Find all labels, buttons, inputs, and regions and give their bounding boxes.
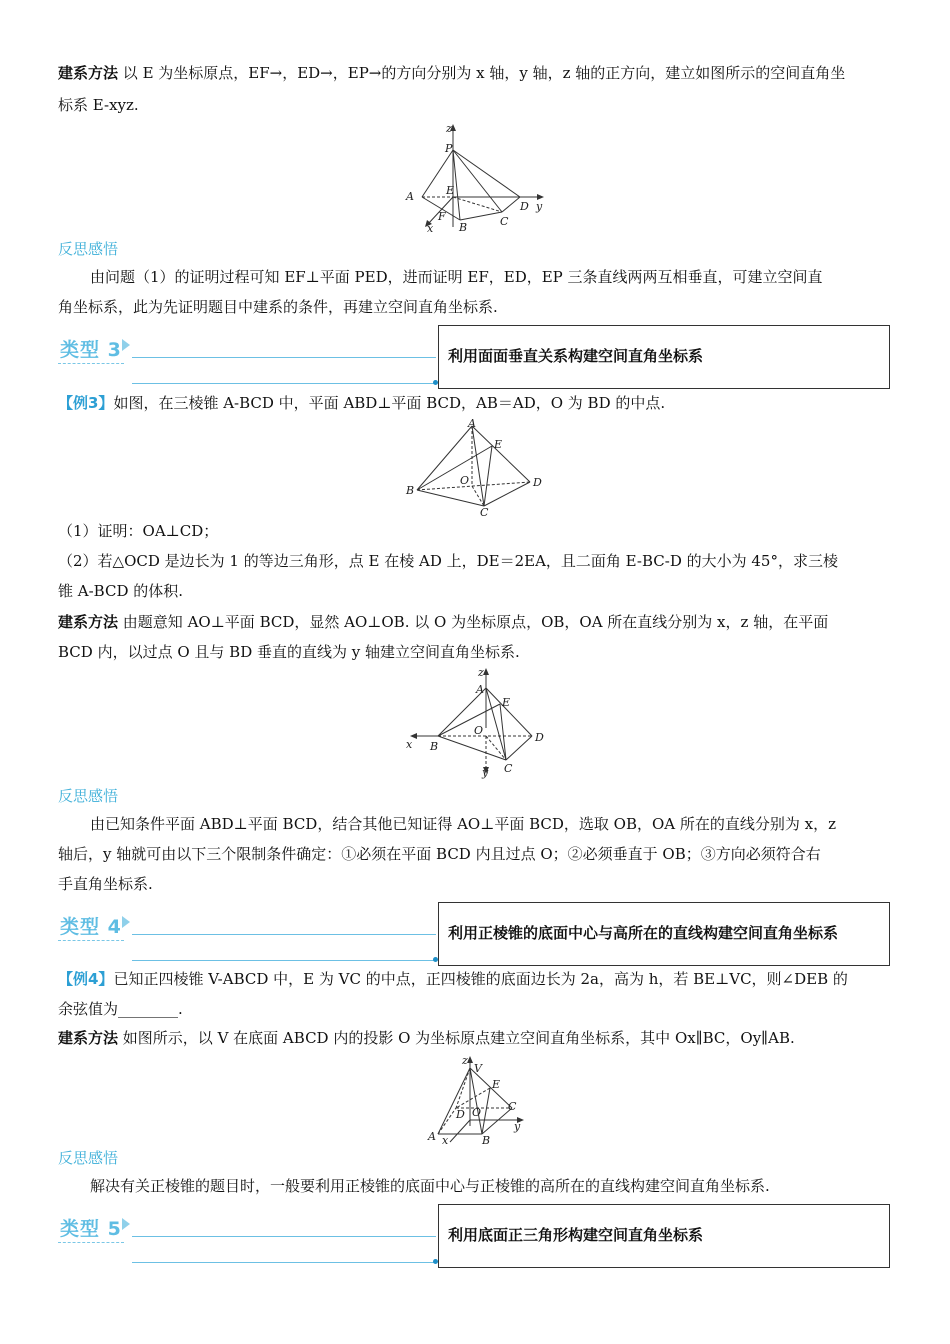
ex3-q2a: （2）若△OCD 是边长为 1 的等边三角形，点 E 在棱 AD 上，DE＝2EA，且二面角 E-BC-D 的大小为 45°，求三棱 bbox=[58, 552, 838, 570]
ex4-stem-b: 余弦值为________. bbox=[58, 1000, 183, 1018]
method-paragraph-2: 建系方法 由题意知 AO⊥平面 BCD，显然 AO⊥OB. 以 O 为坐标原点，OB，OA 所在直线分别为 x，z 轴，在平面 bbox=[58, 613, 829, 631]
label-B: B bbox=[459, 221, 468, 234]
label-O: O bbox=[460, 474, 470, 487]
label-B: B bbox=[482, 1134, 491, 1146]
label-C: C bbox=[500, 215, 509, 228]
label-E: E bbox=[502, 696, 511, 709]
label-D: D bbox=[533, 476, 542, 489]
method-label: 建系方法 bbox=[58, 613, 119, 631]
figure-pyramid-exyz bbox=[400, 122, 550, 234]
type3-label: 类型 3 bbox=[60, 339, 122, 361]
label-C: C bbox=[480, 506, 489, 518]
type5-label: 类型 5 bbox=[60, 1218, 122, 1240]
example-tag: 【例3】 bbox=[58, 394, 114, 412]
label-D: D bbox=[520, 200, 529, 213]
label-x: x bbox=[427, 222, 434, 234]
x-axis bbox=[450, 1120, 470, 1142]
type5-title: 利用底面正三角形构建空间直角坐标系 bbox=[448, 1226, 704, 1244]
reflect-text-2b: 轴后，y 轴就可由以下三个限制条件确定：①必须在平面 BCD 内且过点 O；②必须垂直于 OB；③方向必须符合右 bbox=[58, 845, 821, 863]
triangle-icon bbox=[122, 1218, 130, 1230]
label-F: F bbox=[438, 210, 446, 223]
type5-header bbox=[58, 1204, 891, 1268]
reflect-heading-1: 反思感悟 bbox=[58, 240, 119, 258]
label-D: D bbox=[456, 1108, 465, 1121]
reflect-text-3a: 解决有关正棱锥的题目时，一般要利用正棱锥的底面中心与正棱锥的高所在的直线构建空间直角坐标系. bbox=[90, 1177, 770, 1195]
label-A: A bbox=[476, 683, 484, 696]
ex4-stem: 【例4】已知正四棱锥 V-ABCD 中，E 为 VC 的中点，正四棱锥的底面边长为 2a，高为 h，若 BE⊥VC，则∠DEB 的 bbox=[58, 970, 848, 988]
label-C: C bbox=[504, 762, 513, 775]
example-tag: 【例4】 bbox=[58, 970, 114, 988]
ex3-stem: 【例3】如图，在三棱锥 A-BCD 中，平面 ABD⊥平面 BCD，AB＝AD，O 为 BD 的中点. bbox=[58, 394, 666, 412]
label-y: y bbox=[536, 200, 543, 213]
method-text-cont: 标系 E-xyz. bbox=[58, 96, 139, 114]
label-D: D bbox=[535, 731, 544, 744]
reflect-text-1a: 由问题（1）的证明过程可知 EF⊥平面 PED，进而证明 EF，ED，EP 三条直线两两互相垂直，可建立空间直 bbox=[90, 268, 823, 286]
figure-square-pyramid bbox=[420, 1056, 530, 1146]
method-label: 建系方法 bbox=[58, 1029, 119, 1047]
label-y: y bbox=[514, 1120, 521, 1133]
label-x: x bbox=[442, 1134, 449, 1146]
label-V: V bbox=[474, 1062, 482, 1075]
label-y: y bbox=[482, 766, 489, 779]
label-z: z bbox=[462, 1056, 468, 1067]
label-z: z bbox=[478, 668, 484, 679]
label-A: A bbox=[428, 1130, 436, 1143]
type4-label: 类型 4 bbox=[60, 916, 122, 938]
type3-header bbox=[58, 325, 891, 389]
type3-title: 利用面面垂直关系构建空间直角坐标系 bbox=[448, 347, 704, 365]
reflect-heading-2: 反思感悟 bbox=[58, 787, 119, 805]
label-E: E bbox=[446, 184, 455, 197]
method-paragraph-1 bbox=[58, 62, 888, 84]
ex3-q1: （1）证明：OA⊥CD； bbox=[58, 522, 219, 540]
label-A: A bbox=[406, 190, 414, 203]
figure-tetra-abcd bbox=[400, 418, 550, 518]
label-E: E bbox=[494, 438, 503, 451]
label-x: x bbox=[406, 738, 413, 751]
method-paragraph-3: 建系方法 如图所示，以 V 在底面 ABCD 内的投影 O 为坐标原点建立空间直角坐标系，其中 Ox∥BC，Oy∥AB. bbox=[58, 1029, 795, 1047]
reflect-text-1b: 角坐标系，此为先证明题目中建系的条件，再建立空间直角坐标系. bbox=[58, 298, 498, 316]
label-z: z bbox=[446, 122, 452, 135]
label-B: B bbox=[406, 484, 415, 497]
label-B: B bbox=[430, 740, 439, 753]
figure-tetra-coords bbox=[400, 668, 555, 780]
method-text-2b: BCD 内，以过点 O 且与 BD 垂直的直线为 y 轴建立空间直角坐标系. bbox=[58, 643, 520, 661]
type4-title: 利用正棱锥的底面中心与高所在的直线构建空间直角坐标系 bbox=[448, 924, 839, 942]
triangle-icon bbox=[122, 916, 130, 928]
label-E: E bbox=[492, 1078, 501, 1091]
reflect-heading-3: 反思感悟 bbox=[58, 1149, 119, 1167]
method-text: 以 E 为坐标原点，EF→，ED→，EP→的方向分别为 x 轴，y 轴，z 轴的正方向，建立如图所示的空间直角坐 bbox=[122, 64, 846, 82]
ex3-q2b: 锥 A-BCD 的体积. bbox=[58, 582, 184, 600]
label-O: O bbox=[472, 1106, 482, 1119]
label-C: C bbox=[508, 1100, 517, 1113]
label-P: P bbox=[445, 142, 453, 155]
triangle-icon bbox=[122, 339, 130, 351]
reflect-text-2a: 由已知条件平面 ABD⊥平面 BCD，结合其他已知证得 AO⊥平面 BCD，选取 OB，OA 所在的直线分别为 x，z bbox=[90, 815, 837, 833]
reflect-text-2c: 手直角坐标系. bbox=[58, 875, 153, 893]
method-label: 建系方法 bbox=[58, 64, 119, 82]
type4-header bbox=[58, 902, 891, 966]
label-A: A bbox=[468, 418, 476, 430]
label-O: O bbox=[474, 724, 484, 737]
